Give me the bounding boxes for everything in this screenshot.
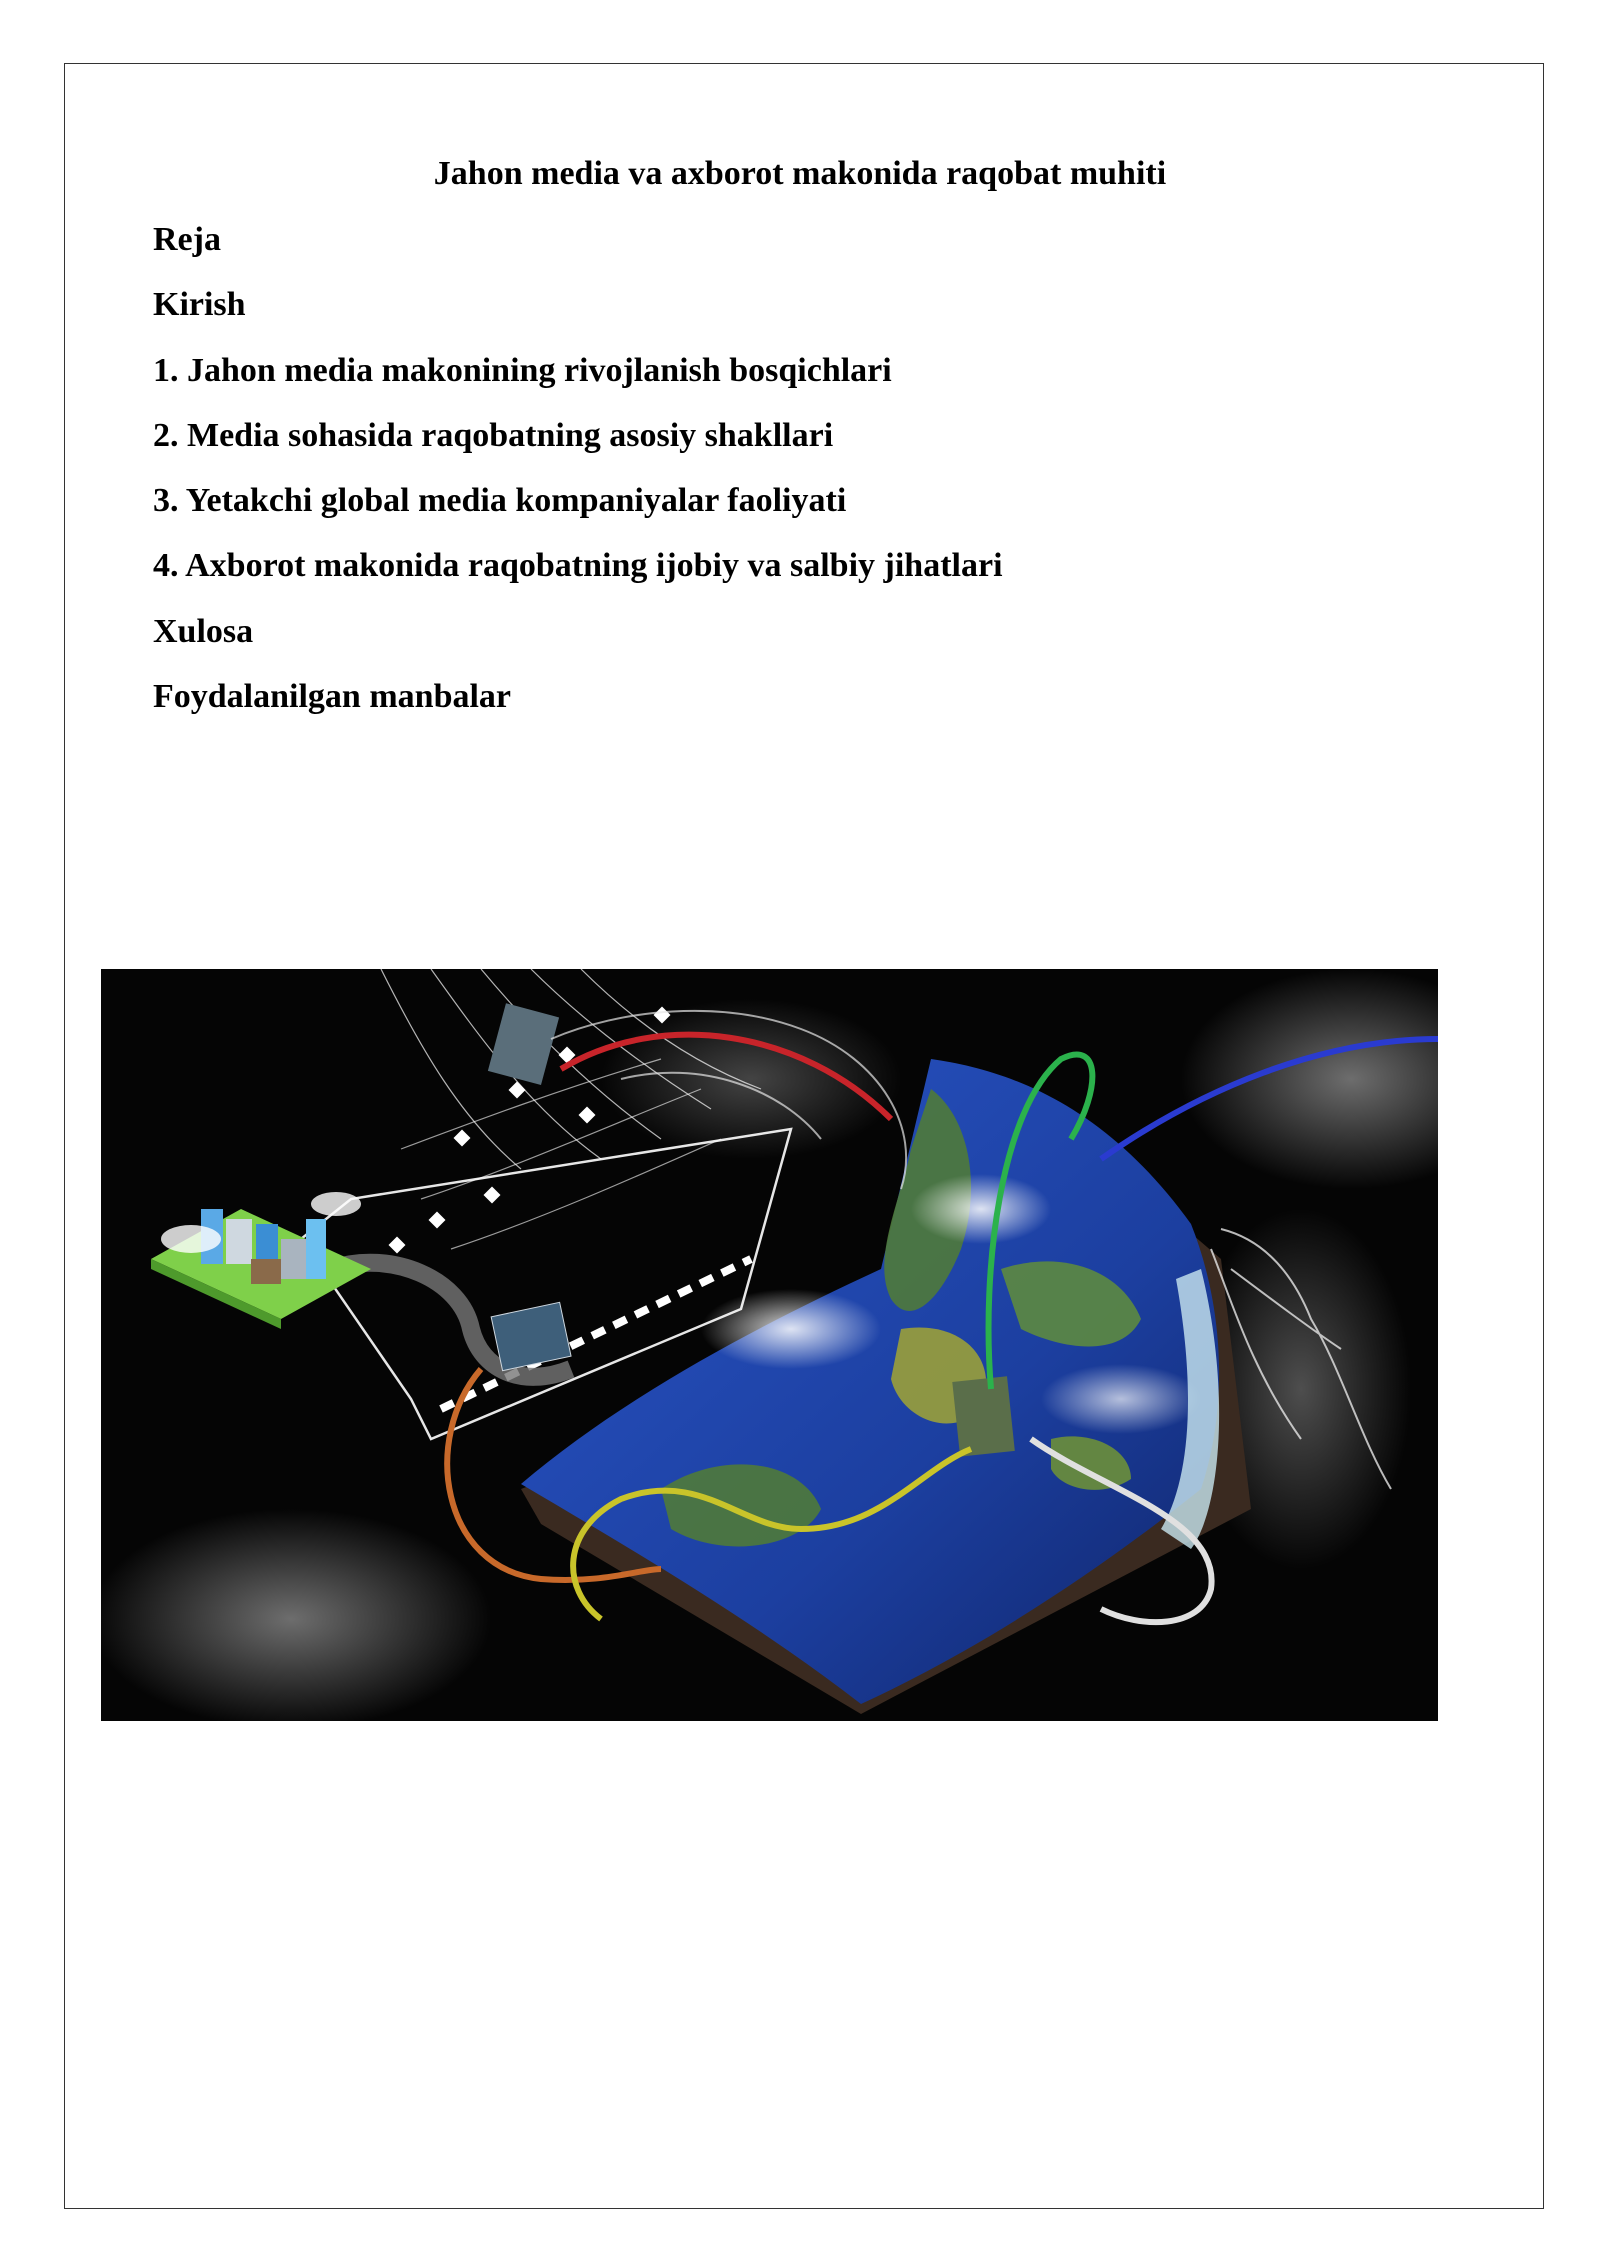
plan-item-3: 3. Yetakchi global media kompaniyalar faoliyati bbox=[153, 482, 847, 520]
document-title: Jahon media va axborot makonida raqobat muhiti bbox=[433, 155, 1167, 192]
plan-list bbox=[153, 218, 1003, 740]
plan-item-introduction: Kirish bbox=[153, 286, 246, 324]
plan-item-1: 1. Jahon media makonining rivojlanish bosqichlari bbox=[153, 351, 892, 389]
plan-item-2: 2. Media sohasida raqobatning asosiy shakllari bbox=[153, 416, 834, 454]
plan-item-references: Foydalanilgan manbalar bbox=[153, 678, 512, 716]
illustration-svg bbox=[101, 969, 1438, 1721]
plan-item-conclusion: Xulosa bbox=[153, 612, 254, 650]
digital-earth-network-illustration bbox=[101, 969, 1438, 1721]
plan-item-4: 4. Axborot makonida raqobatning ijobiy va salbiy jihatlari bbox=[153, 547, 1003, 585]
photo-card bbox=[952, 1376, 1015, 1456]
plan-heading: Reja bbox=[153, 221, 221, 258]
